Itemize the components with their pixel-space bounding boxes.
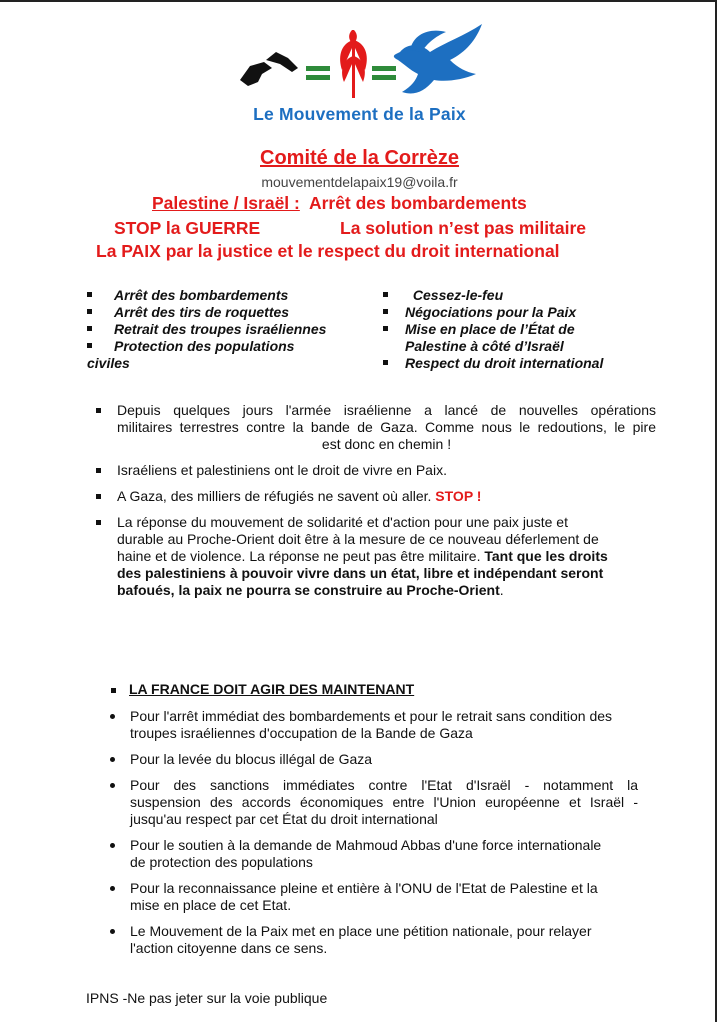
- headline-not-military: La solution n’est pas militaire: [340, 218, 587, 238]
- headline-line-3: La PAIX par la justice et le respect du droit international: [96, 241, 560, 261]
- equals-icon: [372, 66, 396, 80]
- list-item: Négociations pour la Paix: [383, 304, 633, 321]
- committee-title: Comité de la Corrèze: [260, 147, 459, 169]
- list-item: Pour des sanctions immédiates contre l'Etat d'Israël - notamment la suspension des accords économiques entre l'Union européenne et Israël - jusqu'au respect par cet État du droit international: [108, 777, 638, 828]
- list-item: Pour le soutien à la demande de Mahmoud Abbas d'une force internationale de protection des populations: [108, 837, 638, 871]
- footer-notice: IPNS -Ne pas jeter sur la voie publique: [86, 990, 328, 1006]
- list-item-continuation: civiles: [87, 355, 130, 371]
- organization-name: Le Mouvement de la Paix: [253, 104, 466, 124]
- paragraph: La réponse du mouvement de solidarité et d'action pour une paix juste et durable au Proche-Orient doit être à la mesure de ce nouveau déferlement de haine et de violence. La réponse ne peut pas être militaire. Tant que les droits des palestiniens à pouvoir vivre dans un état, libre et indépendant seront bafoués, la paix ne pourra se construire au Proche-Orient.: [96, 514, 656, 599]
- list-item: Mise en place de l’État de: [383, 321, 633, 338]
- stop-emphasis: STOP !: [435, 488, 482, 504]
- dove-icon: [394, 24, 482, 94]
- peace-movement-logo: [236, 22, 486, 102]
- paragraph: A Gaza, des milliers de réfugiés ne savent où aller. STOP !: [96, 488, 656, 505]
- demands-left-list: [87, 287, 387, 372]
- france-demands-list: [108, 708, 638, 957]
- list-item: Pour la levée du blocus illégal de Gaza: [108, 751, 638, 768]
- headline-stop-bombing: Arrêt des bombardements: [308, 193, 527, 213]
- heading-bullet: [111, 688, 116, 693]
- wheat-icon: [340, 30, 367, 98]
- list-item: Cessez-le-feu: [383, 287, 633, 304]
- list-item: Le Mouvement de la Paix met en place une pétition nationale, pour relayer l'action citoyenne dans ce sens.: [108, 923, 638, 957]
- contact-email[interactable]: mouvementdelapaix19@voila.fr: [261, 174, 458, 190]
- headline-line-1: [152, 193, 527, 214]
- broken-weapon-icon: [240, 52, 298, 86]
- headline-stop-war: STOP la GUERRE: [114, 218, 261, 238]
- france-heading: LA FRANCE DOIT AGIR DES MAINTENANT: [129, 681, 415, 697]
- paragraph: Israéliens et palestiniens ont le droit de vivre en Paix.: [96, 462, 656, 479]
- situation-paragraphs: [96, 402, 656, 599]
- headline-topic: Palestine / Israël :: [152, 193, 300, 213]
- list-item: Pour l'arrêt immédiat des bombardements et pour le retrait sans condition des troupes israéliennes d'occupation de la Bande de Gaza: [108, 708, 638, 742]
- list-item-continuation: Palestine à côté d’Israël: [405, 338, 564, 354]
- equals-icon: [306, 66, 330, 80]
- list-item: Arrêt des tirs de roquettes: [87, 304, 387, 321]
- paragraph: Depuis quelques jours l'armée israélienne a lancé de nouvelles opérations militaires terrestres contre la bande de Gaza. Comme nous le redoutions, le pire est donc en chemin !: [96, 402, 656, 453]
- list-item: Pour la reconnaissance pleine et entière à l'ONU de l'Etat de Palestine et la mise en place de cet Etat.: [108, 880, 638, 914]
- list-item: Protection des populations: [87, 338, 387, 355]
- list-item: Arrêt des bombardements: [87, 287, 387, 304]
- list-item: Respect du droit international: [383, 355, 633, 372]
- list-item: Retrait des troupes israéliennes: [87, 321, 387, 338]
- demands-right-list: [383, 287, 633, 372]
